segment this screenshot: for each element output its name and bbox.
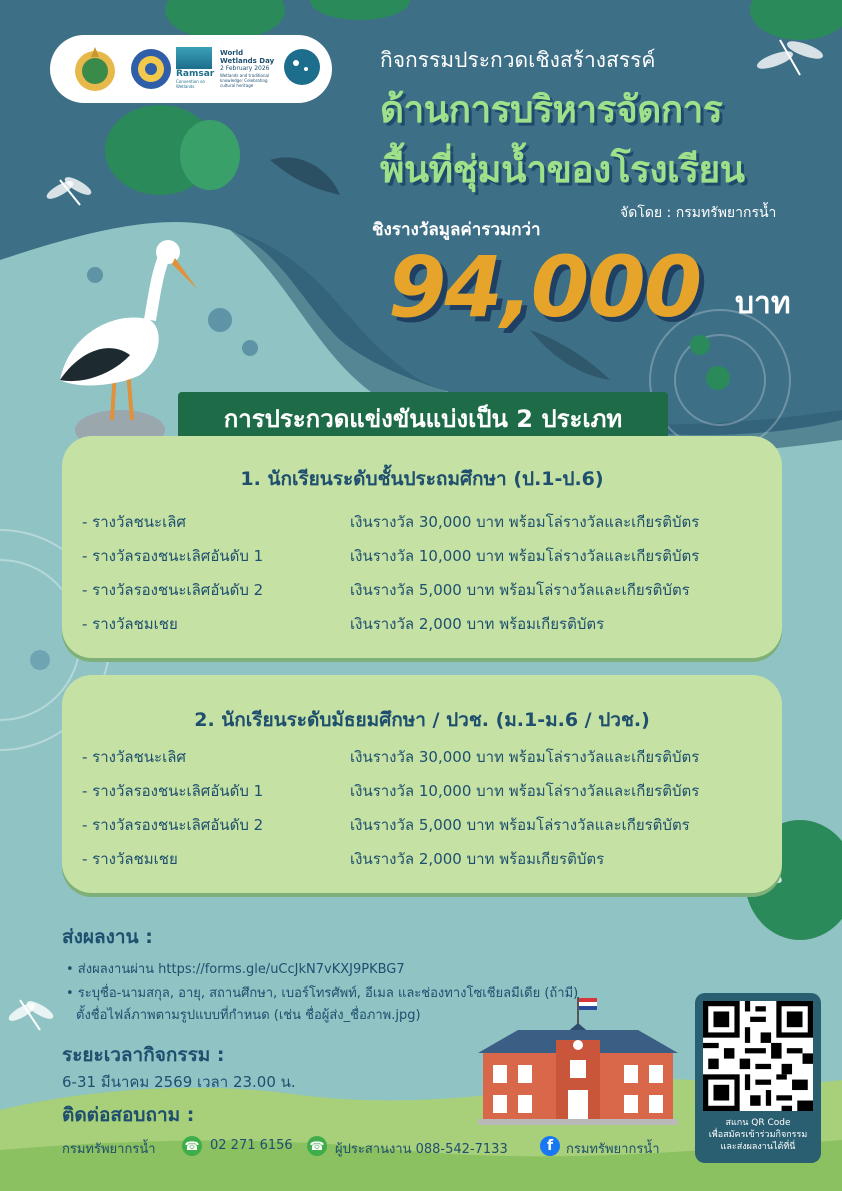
main-title-line1: ด้านการบริหารจัดการ (380, 88, 723, 131)
award-prize: เงินรางวัล 5,000 บาท พร้อมโล่รางวัลและเกียรติบัตร (350, 581, 690, 599)
wwd-theme: Wetlands and traditional knowledge: Celebrating cultural heritage (220, 73, 270, 88)
qr-code-box[interactable] (695, 993, 821, 1163)
contact-heading: ติดต่อสอบถาม : (62, 1104, 195, 1126)
award-name: - รางวัลชมเชย (82, 615, 178, 633)
award-prize: เงินรางวัล 10,000 บาท พร้อมโล่รางวัลและเกียรติบัตร (350, 547, 700, 565)
wwd-date: 2 February 2026 (220, 65, 270, 72)
category-title: 1. นักเรียนระดับชั้นประถมศึกษา (ป.1-ป.6) (240, 468, 604, 490)
award-prize: เงินรางวัล 30,000 บาท พร้อมโล่รางวัลและเกียรติบัตร (350, 748, 700, 766)
prize-amount: 94,000 (388, 238, 701, 336)
ramsar-logo (176, 47, 215, 91)
wwd-text (220, 49, 278, 88)
contact-org: กรมทรัพยากรน้ำ (62, 1142, 156, 1157)
qr-code-icon[interactable] (703, 1001, 813, 1111)
award-name: - รางวัลรองชนะเลิศอันดับ 2 (82, 581, 264, 599)
ramsar-label: Ramsar (176, 69, 215, 79)
phone-icon: ☎ (307, 1136, 327, 1156)
contact-facebook[interactable]: กรมทรัพยากรน้ำ (566, 1142, 660, 1157)
category-title: 2. นักเรียนระดับมัธยมศึกษา / ปวช. (ม.1-ม.6 / ปวช.) (194, 709, 650, 731)
campaign-title: กิจกรรมประกวดเชิงสร้างสรรค์ (380, 48, 656, 72)
prize-label: ชิงรางวัลมูลค่ารวมกว่า (372, 220, 541, 240)
wwd-title: World Wetlands Day (220, 49, 275, 65)
period-value: 6-31 มีนาคม 2569 เวลา 23.00 น. (62, 1073, 296, 1091)
wwd-logo-icon (282, 47, 322, 87)
qr-caption-line3: และส่งผลงานได้ที่นี่ (720, 1142, 796, 1152)
period-heading: ระยะเวลากิจกรรม : (62, 1044, 225, 1066)
award-name: - รางวัลรองชนะเลิศอันดับ 1 (82, 547, 264, 565)
submission-link[interactable]: • ส่งผลงานผ่าน https://forms.gle/uCcJkN7vKXJ9PKBG7 (66, 962, 405, 977)
award-name: - รางวัลชนะเลิศ (82, 513, 186, 531)
award-name: - รางวัลรองชนะเลิศอันดับ 2 (82, 816, 264, 834)
organizer-label: จัดโดย : กรมทรัพยากรน้ำ (620, 205, 777, 221)
department-seal-icon (128, 43, 174, 95)
submission-filename-rule: ตั้งชื่อไฟล์ภาพตามรูปแบบที่กำหนด (เช่น ชื่อผู้ส่ง_ชื่อภาพ.jpg) (76, 1008, 421, 1023)
main-title-line2: พื้นที่ชุ่มน้ำของโรงเรียน (380, 148, 745, 191)
facebook-icon: f (540, 1136, 560, 1156)
province-seal-icon (72, 43, 118, 95)
logo-bar (50, 35, 332, 103)
category-panel-secondary (62, 675, 782, 893)
qr-caption-line2: เพื่อสมัครเข้าร่วมกิจกรรม (708, 1130, 808, 1140)
qr-caption-line1: สแกน QR Code (725, 1118, 791, 1128)
phone-icon: ☎ (182, 1136, 202, 1156)
award-prize: เงินรางวัล 2,000 บาท พร้อมเกียรติบัตร (350, 615, 605, 633)
prize-currency: บาท (735, 286, 791, 321)
category-panel-primary (62, 436, 782, 658)
award-name: - รางวัลชมเชย (82, 850, 178, 868)
school-building-illustration (478, 995, 678, 1125)
categories-banner: การประกวดแข่งขันแบ่งเป็น 2 ประเภท (178, 392, 668, 444)
award-prize: เงินรางวัล 5,000 บาท พร้อมโล่รางวัลและเกียรติบัตร (350, 816, 690, 834)
qr-caption (695, 1117, 821, 1153)
award-prize: เงินรางวัล 10,000 บาท พร้อมโล่รางวัลและเกียรติบัตร (350, 782, 700, 800)
award-name: - รางวัลชนะเลิศ (82, 748, 186, 766)
contact-coordinator[interactable]: ผู้ประสานงาน 088-542-7133 (335, 1142, 508, 1157)
award-prize: เงินรางวัล 2,000 บาท พร้อมเกียรติบัตร (350, 850, 605, 868)
ramsar-sublabel: Convention on Wetlands (176, 79, 206, 89)
submission-heading: ส่งผลงาน : (62, 926, 153, 948)
award-name: - รางวัลรองชนะเลิศอันดับ 1 (82, 782, 264, 800)
award-prize: เงินรางวัล 30,000 บาท พร้อมโล่รางวัลและเกียรติบัตร (350, 513, 700, 531)
contact-phone[interactable]: 02 271 6156 (210, 1138, 293, 1153)
submission-requirements: • ระบุชื่อ-นามสกุล, อายุ, สถานศึกษา, เบอร์โทรศัพท์, อีเมล และช่องทางโซเชียลมีเดีย (ถ้ามี) (66, 986, 579, 1001)
